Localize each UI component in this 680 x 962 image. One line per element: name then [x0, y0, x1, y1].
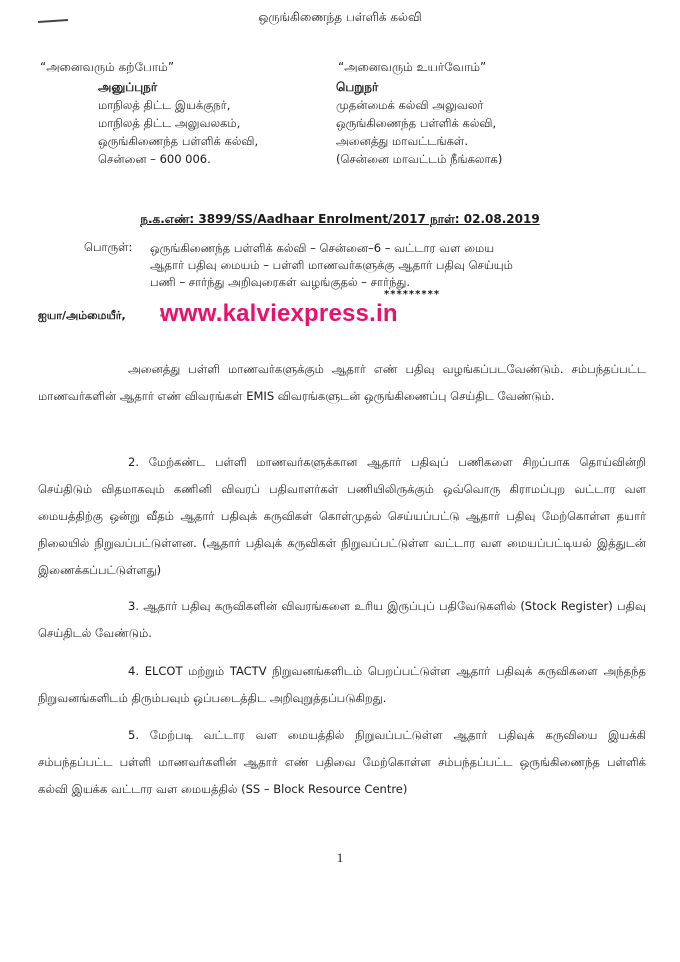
subject-line: ஒருங்கிணைந்த பள்ளிக் கல்வி – சென்னை–6 – வட்டார வள மைய	[150, 241, 495, 255]
paragraph-text: 4. ELCOT மற்றும் TACTV நிறுவனங்களிடம் பெறப்பட்டுள்ள ஆதார் பதிவுக் கருவிகளை அந்தந்த நிறுவனங்களிடம் திரும்பவும் ஒப்படைத்திட அறிவுறுத்தப்படுகிறது.	[38, 664, 646, 705]
sender-role: அனுப்புநர்	[98, 80, 158, 94]
recipient-line: அனைத்து மாவட்டங்கள்.	[336, 134, 468, 148]
paragraph-text: 2. மேற்கண்ட பள்ளி மாணவர்களுக்கான ஆதார் பதிவுப் பணிகளை சிறப்பாக தொய்வின்றி செய்திடும் விதமாகவும் கணினி விவரப் பதிவாளர்கள் பணியிலிருக்கும் ஒவ்வொரு கிராமப்புற வட்டார வள மையத்திற்கு ஒன்று வீதம் ஆதார் பதிவுக் கருவிகள் கொள்முதல் செய்யப்பட்டு ஆதார் பதிவு மேற்கொள்ள தயார் நிலையில் நிறுவப்பட்டுள்ளன. (ஆதார் பதிவுக் கருவிகள் நிறுவப்பட்டுள்ள வட்டார வள மையப்பட்டியல் இத்துடன் இணைக்கப்பட்டுள்ளது)	[38, 455, 646, 577]
paragraph-2	[38, 449, 646, 584]
subject-label: பொருள்:	[84, 240, 133, 254]
sender-line: சென்னை – 600 006.	[98, 152, 211, 166]
paragraph-3	[38, 593, 646, 647]
paragraph-text: 5. மேற்படி வட்டார வள மையத்தில் நிறுவப்பட்டுள்ள ஆதார் பதிவுக் கருவியை இயக்கி சம்பந்தப்பட்ட பள்ளி மாணவர்களின் ஆதார் எண் பதிவை மேற்கொள்ள சம்பந்தப்பட்ட ஒருங்கிணைந்த பள்ளிக் கல்வி இயக்க வட்டார வள மையத்தில் (SS – Block Resource Centre)	[38, 728, 646, 796]
page-number: 1	[336, 850, 344, 865]
document-header-title: ஒருங்கிணைந்த பள்ளிக் கல்வி	[258, 10, 422, 24]
paragraph-text: அனைத்து பள்ளி மாணவர்களுக்கும் ஆதார் எண் பதிவு வழங்கப்படவேண்டும். சம்பந்தப்பட்ட மாணவர்களின் ஆதார் எண் விவரங்கள் EMIS விவரங்களுடன் ஒருங்கிணைப்பு செய்திட வேண்டும்.	[38, 362, 646, 403]
recipient-line: முதன்மைக் கல்வி அலுவலர்	[336, 98, 484, 112]
slogan-right: “அனைவரும் உயர்வோம்”	[338, 60, 487, 74]
sender-line: ஒருங்கிணைந்த பள்ளிக் கல்வி,	[98, 134, 259, 148]
subject-line: பணி – சார்ந்து அறிவுரைகள் வழங்குதல் – சார்ந்து.	[150, 275, 410, 289]
watermark-url: www.kalviexpress.in	[160, 300, 398, 327]
salutation: ஐயா/அம்மையீர்,	[38, 309, 126, 322]
paragraph-text: 3. ஆதார் பதிவு கருவிகளின் விவரங்களை உரிய இருப்புப் பதிவேடுகளில் (Stock Register) பதிவு செய்திடல் வேண்டும்.	[38, 599, 646, 640]
separator-stars: *********	[384, 289, 441, 300]
recipient-address	[336, 78, 502, 168]
paragraph-4	[38, 658, 646, 712]
subject-line: ஆதார் பதிவு மையம் – பள்ளி மாணவர்களுக்கு ஆதார் பதிவு செய்யும்	[150, 258, 513, 272]
reference-number: ந.க.எண்: 3899/SS/Aadhaar Enrolment/2017 நாள்: 02.08.2019	[140, 212, 540, 226]
sender-line: மாநிலத் திட்ட இயக்குநர்,	[98, 98, 231, 112]
paragraph-5	[38, 722, 646, 803]
recipient-line: (சென்னை மாவட்டம் நீங்கலாக)	[336, 152, 503, 166]
sender-address	[98, 78, 258, 168]
recipient-line: ஒருங்கிணைந்த பள்ளிக் கல்வி,	[336, 116, 497, 130]
paragraph-1	[38, 356, 646, 410]
subject-text	[150, 240, 610, 291]
recipient-role: பெறுநர்	[336, 80, 379, 94]
sender-line: மாநிலத் திட்ட அலுவலகம்,	[98, 116, 241, 130]
slogan-left: “அனைவரும் கற்போம்”	[40, 60, 175, 74]
